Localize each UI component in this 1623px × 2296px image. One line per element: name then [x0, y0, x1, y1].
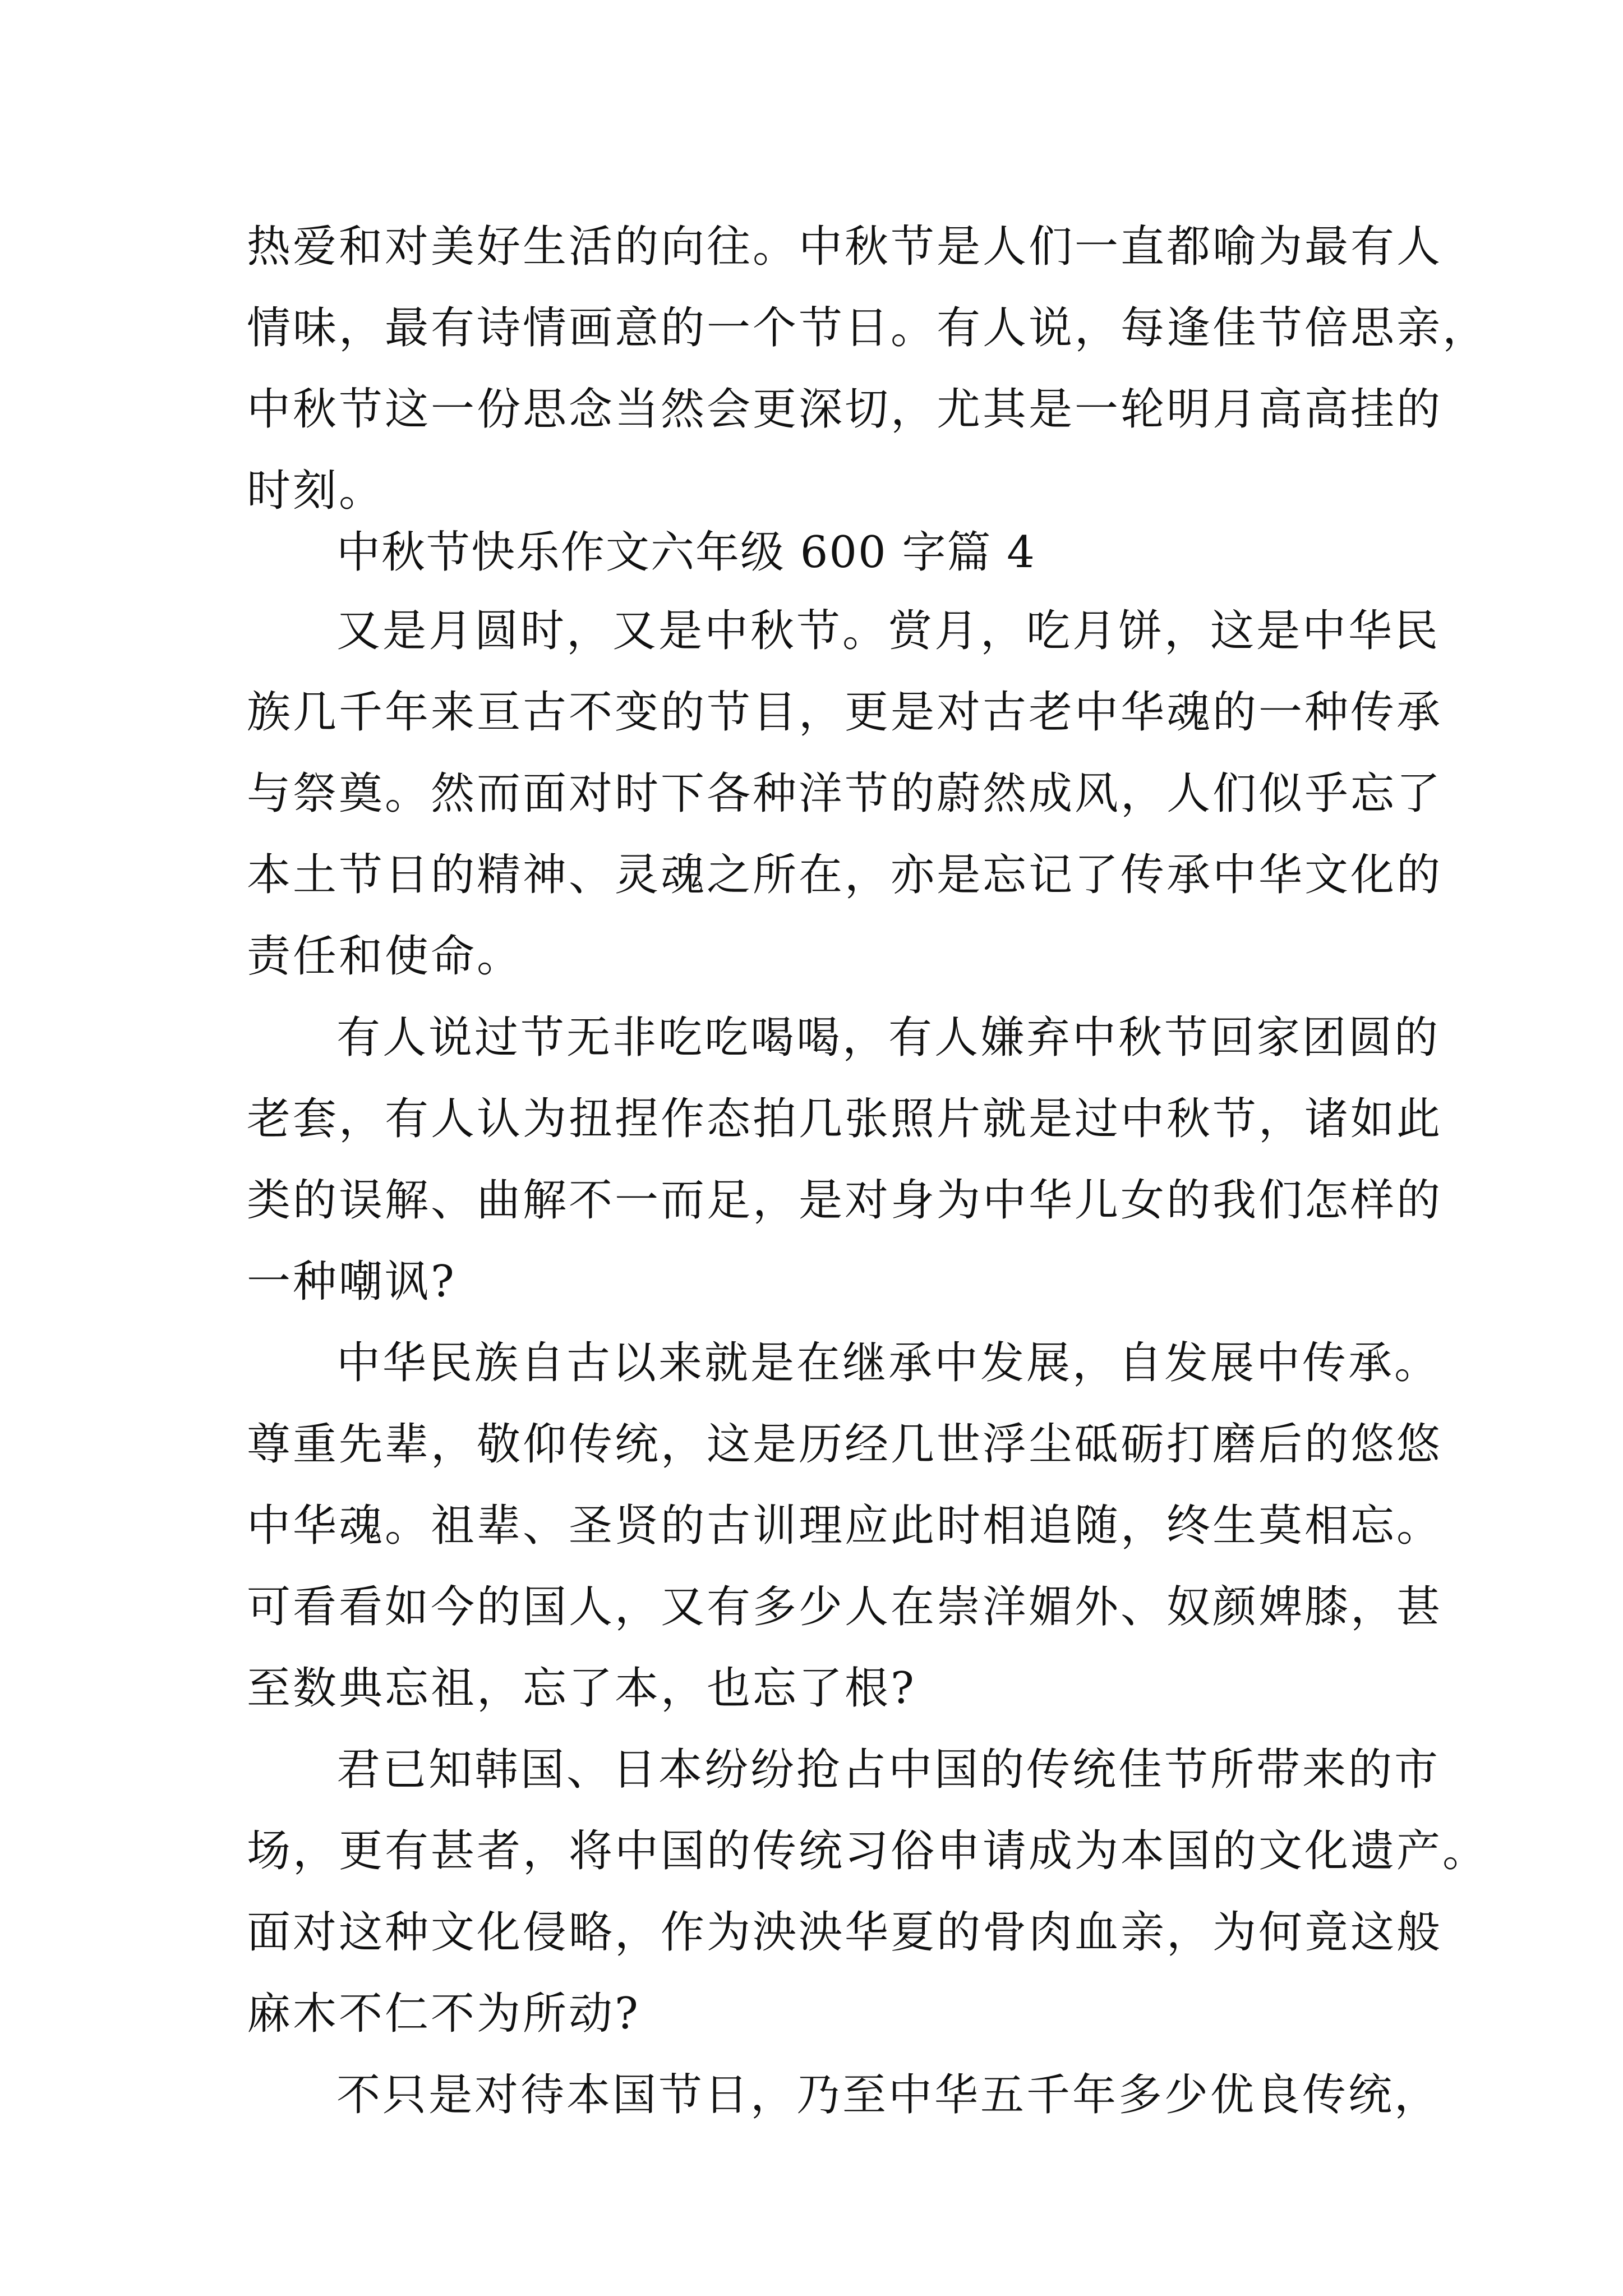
text-line: 族几千年来亘古不变的节目，更是对古老中华魂的一种传承 — [247, 687, 1443, 738]
section-heading: 中秋节快乐作文六年级 600 字篇 4 — [336, 527, 1036, 578]
text-line: 场，更有甚者，将中国的传统习俗申请成为本国的文化遗产。 — [247, 1826, 1489, 1876]
text-line: 有人说过节无非吃吃喝喝，有人嫌弃中秋节回家团圆的 — [336, 1013, 1441, 1063]
text-line: 中华魂。祖辈、圣贤的古训理应此时相追随，终生莫相忘。 — [247, 1501, 1443, 1551]
text-line: 中秋节这一份思念当然会更深切，尤其是一轮明月高高挂的 — [247, 384, 1443, 435]
text-line: 不只是对待本国节日，乃至中华五千年多少优良传统， — [336, 2070, 1441, 2120]
text-line: 时刻。 — [247, 466, 385, 516]
text-line: 可看看如今的国人，又有多少人在崇洋媚外、奴颜婢膝，甚 — [247, 1582, 1443, 1632]
text-line: 与祭奠。然而面对时下各种洋节的蔚然成风，人们似乎忘了 — [247, 769, 1443, 819]
text-line: 类的误解、曲解不一而足，是对身为中华儿女的我们怎样的 — [247, 1175, 1443, 1226]
text-line: 情味，最有诗情画意的一个节日。有人说，每逢佳节倍思亲， — [247, 303, 1489, 353]
text-line: 中华民族自古以来就是在继承中发展，自发展中传承。 — [336, 1338, 1441, 1388]
text-line: 热爱和对美好生活的向往。中秋节是人们一直都喻为最有人 — [247, 222, 1443, 272]
text-line: 老套，有人认为扭捏作态拍几张照片就是过中秋节，诸如此 — [247, 1094, 1443, 1144]
text-line: 君已知韩国、日本纷纷抢占中国的传统佳节所带来的市 — [336, 1745, 1441, 1795]
text-line: 尊重先辈，敬仰传统，这是历经几世浮尘砥砺打磨后的悠悠 — [247, 1419, 1443, 1470]
text-line: 面对这种文化侵略，作为泱泱华夏的骨肉血亲，为何竟这般 — [247, 1907, 1443, 1958]
text-line: 责任和使命。 — [247, 931, 523, 982]
text-line: 麻木不仁不为所动? — [247, 1989, 640, 2039]
text-line: 至数典忘祖，忘了本，也忘了根? — [247, 1663, 916, 1714]
text-line: 本土节日的精神、灵魂之所在，亦是忘记了传承中华文化的 — [247, 850, 1443, 900]
text-line: 一种嘲讽? — [247, 1257, 457, 1307]
text-line: 又是月圆时，又是中秋节。赏月，吃月饼，这是中华民 — [336, 606, 1441, 656]
